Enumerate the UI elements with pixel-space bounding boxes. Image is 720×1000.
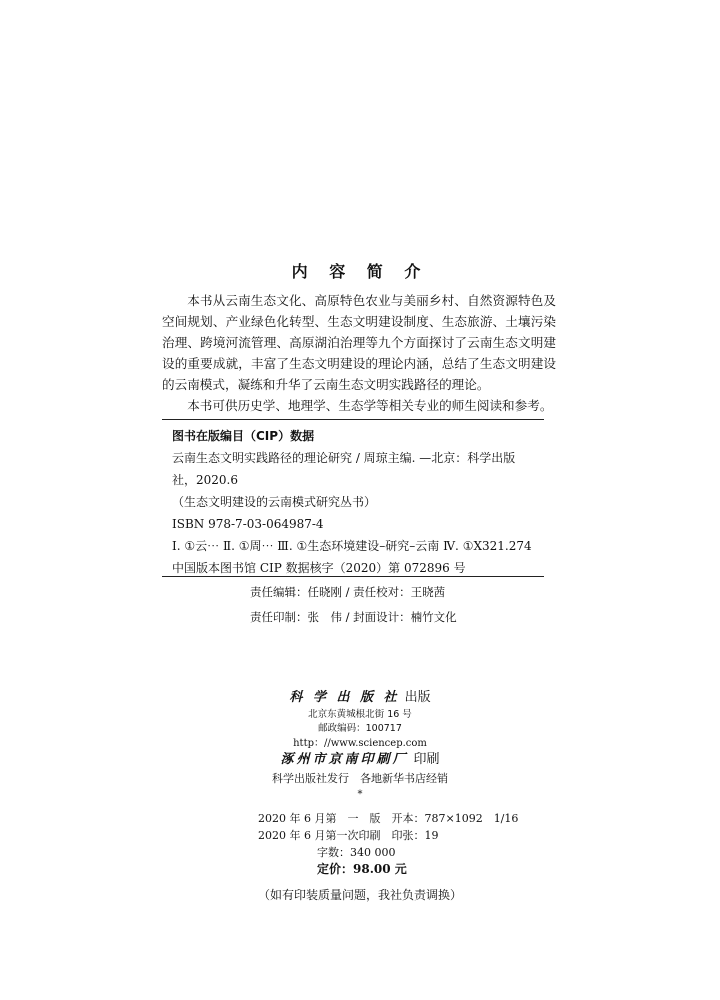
cip-isbn: ISBN 978-7-03-064987-4 (172, 517, 324, 531)
cip-top-divider (162, 419, 544, 420)
quality-notice: （如有印装质量问题，我社负责调换） (257, 888, 462, 902)
cip-bottom-divider (162, 576, 544, 577)
editor-credits: 责任编辑：任晓刚 / 责任校对：王晓茜 (250, 585, 446, 599)
cip-line-1: 云南生态文明实践路径的理论研究 / 周琼主编. —北京：科学出版 (172, 451, 516, 465)
cip-heading: 图书在版编目（CIP）数据 (172, 429, 315, 443)
printer-suffix: 印刷 (413, 752, 440, 767)
cip-classification: Ⅰ. ①云⋯ Ⅱ. ①周⋯ Ⅲ. ①生态环境建设–研究–云南 Ⅳ. ①X321.274 (172, 539, 532, 553)
edition-line: 2020 年 6 月第 一 版 开本：787×1092 1/16 (258, 812, 519, 825)
word-count: 字数：340 000 (317, 846, 396, 859)
intro-paragraph-1: 本书从云南生态文化、高原特色农业与美丽乡村、自然资源特色及空间规划、产业绿色化转型、生态文明建设制度、生态旅游、土壤污染治理、跨境河流管理、高原湖泊治理等九个方面探讨了云南生态文明建设的重要成就，丰富了生态文明建设的理论内涵，总结了生态文明建设的云南模式，凝练和升华了云南生态文明实践路径的理论。 (162, 293, 556, 392)
intro-text (162, 290, 556, 416)
intro-paragraph-2: 本书可供历史学、地理学、生态学等相关专业的师生阅读和参考。 (187, 398, 553, 413)
publisher-name: 科 学 出 版 社 (289, 690, 400, 705)
publisher-line (0, 686, 720, 705)
production-credits: 责任印制：张 伟 / 封面设计：楠竹文化 (250, 610, 457, 624)
publisher-postcode: 邮政编码：100717 (318, 723, 402, 734)
distribution-line: 科学出版社发行 各地新华书店经销 (272, 772, 448, 785)
section-title: 内 容 简 介 (291, 262, 429, 281)
publisher-url: http：//www.sciencep.com (293, 738, 427, 749)
cip-record: 中国版本图书馆 CIP 数据核字（2020）第 072896 号 (172, 561, 466, 575)
separator-star: * (357, 789, 363, 800)
cip-line-2: 社，2020.6 (172, 473, 238, 487)
printing-line: 2020 年 6 月第一次印刷 印张：19 (258, 829, 439, 842)
printer-line (0, 748, 720, 767)
publisher-suffix: 出版 (404, 690, 431, 705)
publisher-address: 北京东黄城根北街 16 号 (308, 709, 412, 720)
cip-line-3: （生态文明建设的云南模式研究丛书） (172, 495, 377, 509)
printer-name: 涿州市京南印刷厂 (280, 752, 409, 767)
price: 定价：98.00 元 (317, 862, 407, 876)
cip-block (172, 425, 544, 579)
